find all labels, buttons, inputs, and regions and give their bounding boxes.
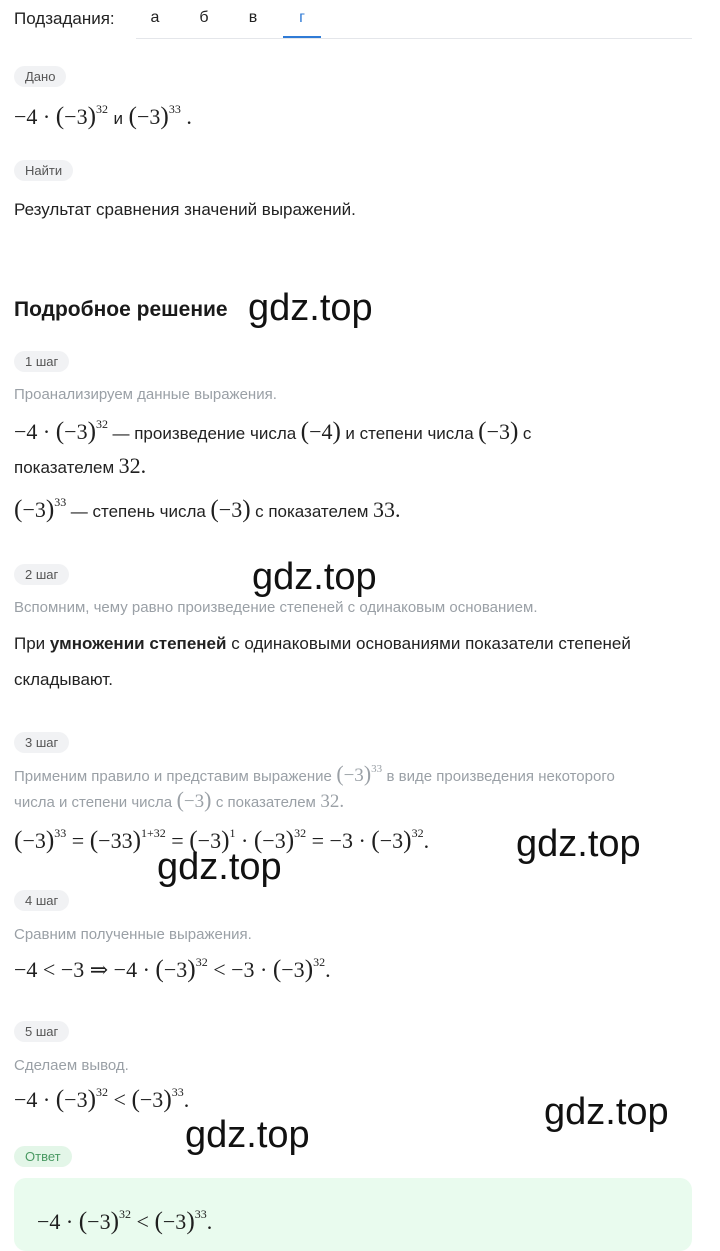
tab-v[interactable]: в: [248, 9, 258, 26]
active-tab-indicator: [283, 36, 321, 38]
step-5-chip: [14, 1021, 69, 1042]
step-1-chip-label: 1 шаг: [14, 351, 69, 372]
step-2-rule-pre: При: [14, 634, 46, 653]
step-1-hint: Проанализируем данные выражения.: [14, 386, 277, 403]
step-2-chip-label: 2 шаг: [14, 564, 69, 585]
step-2-chip: [14, 564, 69, 585]
tab-b[interactable]: б: [199, 9, 209, 26]
answer-chip: [14, 1146, 72, 1167]
watermark: gdz.top: [252, 556, 377, 598]
watermark: gdz.top: [544, 1091, 669, 1133]
step-1-line-1-text: — произведение числа: [112, 424, 297, 443]
step-3-hint-line-2-post: с показателем: [215, 794, 316, 811]
step-3-chip-label: 3 шаг: [14, 732, 69, 753]
tabs-divider: [136, 38, 692, 39]
find-text: Результат сравнения значений выражений.: [14, 200, 356, 219]
given-chip-label: Дано: [14, 66, 66, 87]
step-1-line-2: показателем 32.: [14, 453, 147, 478]
step-1-line-3-with: с показателем: [255, 502, 369, 521]
step-3-hint-pre: Применим правило и представим выражение: [14, 768, 332, 785]
find-chip: [14, 160, 73, 181]
answer-formula: $-4 \cdot (-3)^{32} < (-3)^{33}$.: [37, 1207, 213, 1235]
step-3-hint-post: в виде произведения некоторого: [386, 768, 615, 785]
watermark: gdz.top: [248, 287, 373, 329]
step-4-hint: Сравним полученные выражения.: [14, 926, 252, 943]
step-1-line-3-text: — степень числа: [70, 502, 206, 521]
step-1-line-1-and: и степени числа: [345, 424, 474, 443]
step-3-hint: Применим правило и представим выражение $(-3)^{33}$ в виде произведения некоторого: [14, 762, 615, 786]
find-chip-label: Найти: [14, 160, 73, 181]
step-1-line-3: $(-3)^{33}$ — степень числа (−3) с показателем 33.: [14, 495, 401, 523]
step-3-hint-line-2-pre: числа и степени числа: [14, 794, 173, 811]
step-5-formula: $-4 \cdot (-3)^{32} < (-3)^{33}$.: [14, 1085, 190, 1113]
step-2-rule-bold: умножении степеней: [49, 634, 227, 653]
step-4-chip: [14, 890, 69, 911]
watermark: gdz.top: [185, 1114, 310, 1156]
subtasks-label: Подзадания:: [14, 9, 115, 28]
watermark: gdz.top: [516, 823, 641, 865]
step-3-chip: [14, 732, 69, 753]
step-4-formula: −4 < −3 ⇒ $-4 \cdot (-3)^{32} < -3 \cdot (-3)^{32}$.: [14, 955, 331, 983]
step-4-chip-label: 4 шаг: [14, 890, 69, 911]
given-chip: [14, 66, 66, 87]
step-2-rule-post: с одинаковыми основаниями показатели степеней: [231, 634, 631, 653]
step-1-line-1: $-4 \cdot (-3)^{32}$ — произведение числа (−4) и степени числа (−3) с: [14, 417, 532, 445]
step-5-chip-label: 5 шаг: [14, 1021, 69, 1042]
tab-g[interactable]: г: [299, 9, 305, 26]
step-5-hint: Сделаем вывод.: [14, 1057, 129, 1074]
step-2-rule-line-2: складывают.: [14, 670, 113, 689]
solution-title: Подробное решение: [14, 298, 228, 321]
step-1-line-2-text: показателем: [14, 458, 115, 477]
step-2-rule: [14, 626, 631, 662]
step-2-hint: Вспомним, чему равно произведение степеней с одинаковым основанием.: [14, 599, 538, 616]
watermark: gdz.top: [157, 846, 282, 888]
step-3-formula: $(-3)^{33} = (-33)^{1+32} = (-3)^1 \cdot (-3)^{32} = -3 \cdot (-3)^{32}$.: [14, 826, 430, 854]
step-1-line-1-with: с: [522, 424, 532, 443]
given-expression: $-4 \cdot (-3)^{32}$ и $(-3)^{33}$ .: [14, 102, 192, 130]
step-1-chip: [14, 351, 69, 372]
tab-a[interactable]: а: [150, 9, 160, 26]
given-conj: и: [113, 109, 124, 128]
step-3-hint-line-2: числа и степени числа (−3) с показателем 32.: [14, 788, 345, 812]
answer-chip-label: Ответ: [14, 1146, 72, 1167]
